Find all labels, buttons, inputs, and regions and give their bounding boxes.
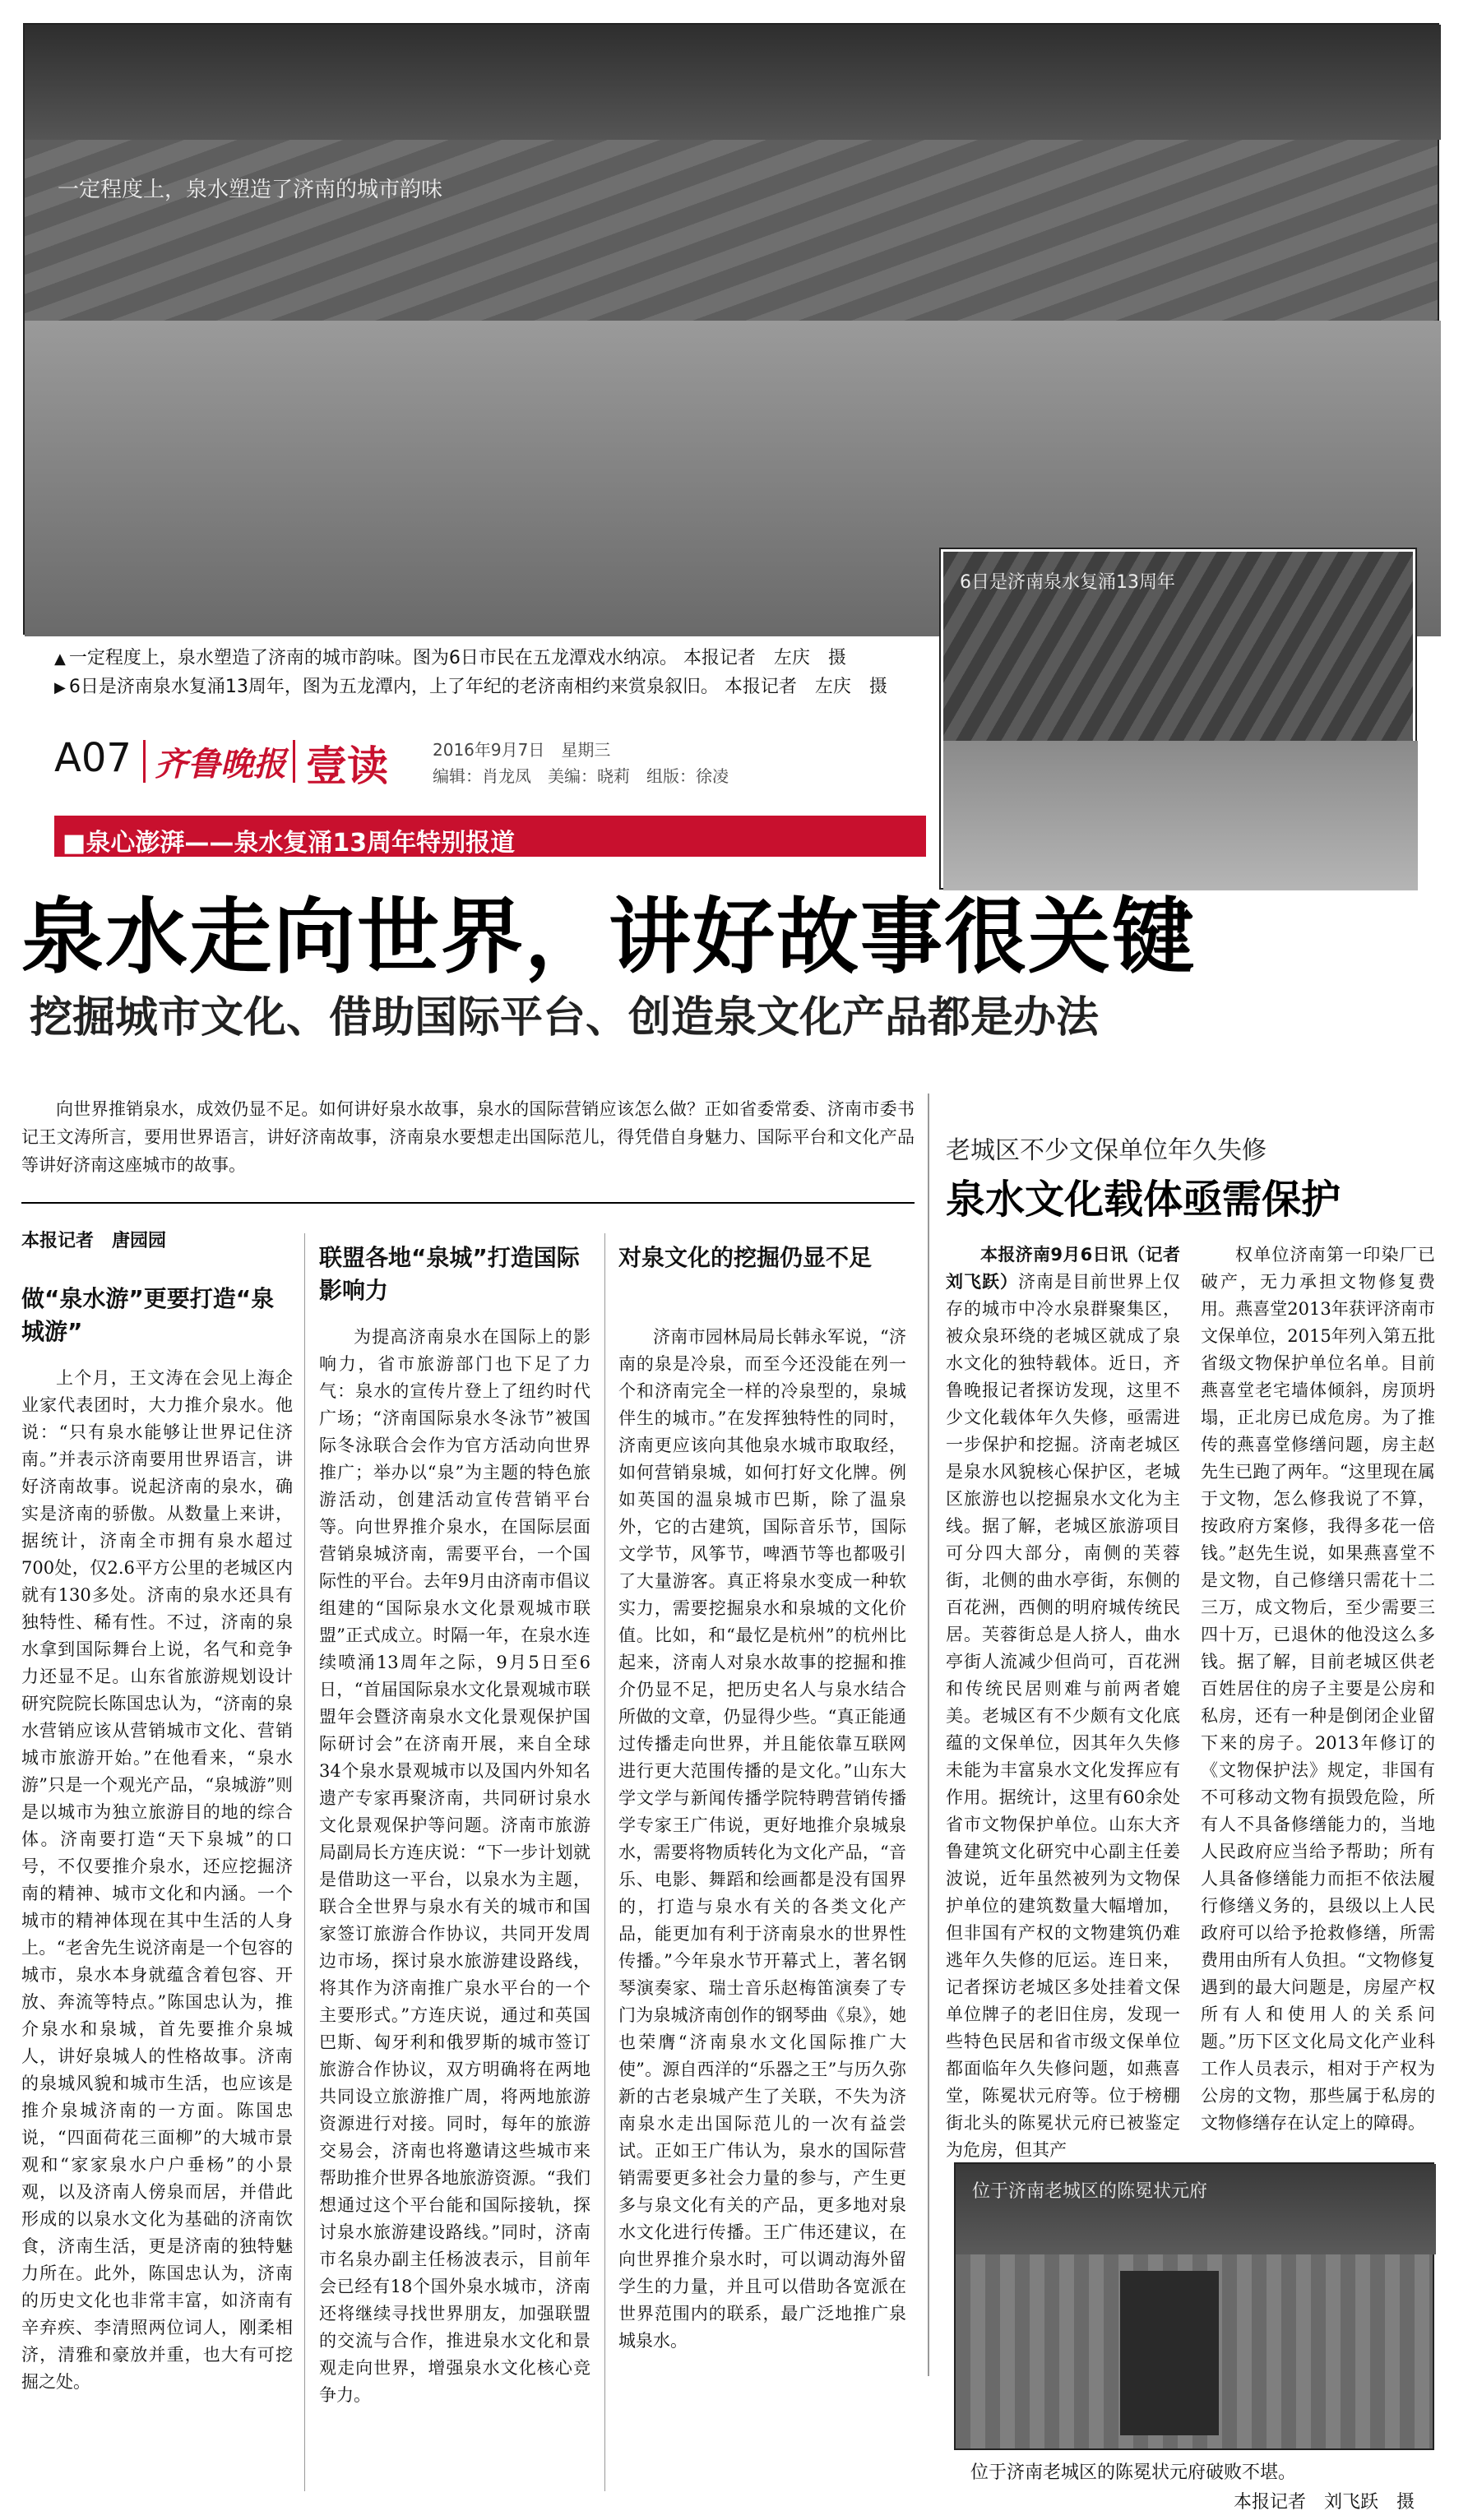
inset-photo bbox=[941, 549, 1415, 888]
side-col-b: 权单位济南第一印染厂已破产，无力承担文物修复费用。燕喜堂2013年获评济南市文保单位，2015年列入第五批省级文物保护单位名单。目前燕喜堂老宅墙体倾斜，房顶坍塌，正北房已成危房。为了推传的燕喜堂修缮问题，房主赵先生已跑了两年。“这里现在属于文物，怎么修我说了不算，按政府方案修，我得多花一倍钱。”赵先生说，如果燕喜堂不是文物，自己修缮只需花十二三万，成文物后，至少需要三四十万，已退休的他没这么多钱。据了解，目前老城区供老百姓居住的房子主要是公房和私房，还有一种是倒闭企业留下来的房子。2013年修订的《文物保护法》规定，非国有不可移动文物有损毁危险，所有人不具备修缮能力的，当地人民政府应当给予帮助；所有人具备修缮能力而拒不依法履行修缮义务的，县级以上人民政府可以给予抢救修缮，所需费用由所有人负担。“文物修复遇到的最大问题是，房屋产权所有人和使用人的关系问题。”历下区文化局文化产业科工作人员表示，相对于产权为公房的文物，那些属于私房的文物修缮存在认定上的障碍。 bbox=[1201, 1245, 1435, 2133]
kicker-bar bbox=[54, 816, 926, 857]
bottom-photo-doorway bbox=[1120, 2271, 1219, 2435]
photo-captions bbox=[54, 645, 926, 702]
col1-body: 上个月，王文涛在会见上海企业家代表团时，大力推介泉水。他说：“只有泉水能够让世界记住济南。”并表示济南要用世界语言，讲好济南故事。说起济南的泉水，确实是济南的骄傲。从数量上来讲，据统计，济南全市拥有泉水超过700处，仅2.6平方公里的老城区内就有130多处。济南的泉水还具有独特性、稀有性。不过，济南的泉水拿到国际舞台上说，名气和竞争力还显不足。山东省旅游规划设计研究院院长陈国忠认为，“济南的泉水营销应该从营销城市文化、营销城市旅游开始。”在他看来，“泉水游”只是一个观光产品，“泉城游”则是以城市为独立旅游目的地的综合体。济南要打造“天下泉城”的口号，不仅要推介泉水，还应挖掘济南的精神、城市文化和内涵。一个城市的精神体现在其中生活的人身上。“老舍先生说济南是一个包容的城市，泉水本身就蕴含着包容、开放、奔流等特点。”陈国忠认为，推介泉水和泉城，首先要推介泉城人，讲好泉城人的性格故事。济南的泉城风貌和城市生活，也应该是推介泉城济南的一方面。陈国忠说，“四面荷花三面柳”的大城市景观和“家家泉水户户垂杨”的小景观，以及济南人傍泉而居，并借此形成的以泉水文化为基础的济南饮食，济南生活，更是济南的独特魅力所在。此外，陈国忠认为，济南的历史文化也非常丰富，如济南有辛弃疾、李清照两位词人，刚柔相济，清雅和豪放并重，也大有可挖掘之处。 bbox=[21, 1368, 293, 2392]
side-column-divider bbox=[928, 1094, 929, 2376]
subheadline: 挖掘城市文化、借助国际平台、创造泉文化产品都是办法 bbox=[30, 993, 1100, 1043]
paper-name: 齐鲁晚报 bbox=[155, 745, 286, 784]
byline: 本报记者 唐园园 bbox=[21, 1231, 167, 1251]
bottom-photo-label: 位于济南老城区的陈冕状元府 bbox=[972, 2181, 1208, 2202]
section-name: 壹读 bbox=[306, 742, 388, 790]
col2-subheading: 联盟各地“泉城”打造国际影响力 bbox=[319, 1244, 580, 1304]
lead-paragraph: 向世界推销泉水，成效仍显不足。如何讲好泉水故事，泉水的国际营销应该怎么做？正如省委常委、济南市委书记王文涛所言，要用世界语言，讲好济南故事，济南泉水要想走出国际范儿，得凭借自身魅力、国际平台和文化产品等讲好济南这座城市的故事。 bbox=[21, 1099, 915, 1175]
bottom-photo bbox=[954, 2162, 1434, 2450]
col1-subheading: 做“泉水游”更要打造“泉城游” bbox=[21, 1285, 275, 1345]
column-divider-2 bbox=[604, 1233, 605, 2491]
page-number: A07 bbox=[54, 735, 132, 781]
inset-photo-label: 6日是济南泉水复涌13周年 bbox=[960, 572, 1175, 593]
bottom-photo-credit: 本报记者 刘飞跃 摄 bbox=[1234, 2492, 1415, 2513]
header-divider-2 bbox=[293, 740, 295, 783]
side-dateline: 本报济南9月6日讯（记者 刘飞跃） bbox=[946, 1245, 1197, 1292]
column-divider-1 bbox=[304, 1233, 305, 2491]
issue-date: 2016年9月7日 星期三 bbox=[433, 740, 611, 760]
col3-subheading: 对泉文化的挖掘仍显不足 bbox=[618, 1244, 873, 1271]
side-headline: 泉水文化载体亟需保护 bbox=[946, 1177, 1341, 1223]
side-col-a: 本报济南9月6日讯（记者 刘飞跃）济南是目前世界上仅存的城市中冷水泉群聚集区，被众泉环绕的老城区就成了泉水文化的独特载体。近日，齐鲁晚报记者探访发现，这里不少文化载体年久失修，亟需进一步保护和挖掘。济南老城区是泉水风貌核心保护区，老城区旅游也以挖掘泉水文化为主线。据了解，老城区旅游项目可分四大部分，南侧的芙蓉街，北侧的曲水亭街，东侧的百花洲，西侧的明府城传统民居。芙蓉街总是人挤人，曲水亭街人流减少但尚可，百花洲和传统民居则难与前两者媲美。老城区有不少颇有文化底蕴的文保单位，因其年久失修未能为丰富泉水文化发挥应有作用。据统计，这里有60余处省市文物保护单位。山东大齐鲁建筑文化研究中心副主任姜波说，近年虽然被列为文物保护单位的建筑数量大幅增加，但非国有产权的文物建筑仍难逃年久失修的厄运。连日来，记者探访老城区多处挂着文保单位牌子的老旧住房，发现一些特色民居和省市级文保单位都面临年久失修问题，如燕喜堂，陈冕状元府等。位于榜棚街北头的陈冕状元府已被鉴定为危房，但其产 bbox=[946, 1245, 1197, 2160]
page-header bbox=[54, 730, 926, 796]
bottom-photo-caption: 位于济南老城区的陈冕状元府破败不堪。 bbox=[970, 2462, 1297, 2483]
triangle-right-icon: ▶ bbox=[54, 679, 66, 696]
triangle-up-icon: ▲ bbox=[54, 650, 66, 668]
caption-line-2: ▶ 6日是济南泉水复涌13周年，图为五龙潭内，上了年纪的老济南相约来赏泉叙旧。 本报记者 左庆 摄 bbox=[54, 677, 887, 697]
col2-body: 为提高济南泉水在国际上的影响力，省市旅游部门也下足了力气：泉水的宣传片登上了纽约时代广场；“济南国际泉水冬泳节”被国际冬泳联合会作为官方活动向世界推广；举办以“泉”为主题的特色旅游活动，创建活动宣传营销平台等。向世界推介泉水，在国际层面营销泉城济南，需要平台，一个国际性的平台。去年9月由济南市倡议组建的“国际泉水文化景观城市联盟”正式成立。时隔一年，在泉水连续喷涌13周年之际，9月5日至6日，“首届国际泉水文化景观城市联盟年会暨济南泉水文化景观保护国际研讨会”在济南开展，来自全球34个泉水景观城市以及国内外知名遗产专家再聚济南，共同研讨泉水文化景观保护等问题。济南市旅游局副局长方连庆说：“下一步计划就是借助这一平台，以泉水为主题，联合全世界与泉水有关的城市和国家签订旅游合作协议，共同开发周边市场，探讨泉水旅游建设路线，将其作为济南推广泉水平台的一个主要形式。”方连庆说，通过和英国巴斯、匈牙利和俄罗斯的城市签订旅游合作协议，双方明确将在两地共同设立旅游推广周，将两地旅游资源进行对接。同时，每年的旅游交易会，济南也将邀请这些城市来帮助推介世界各地旅游资源。“我们想通过这个平台能和国际接轨，探讨泉水旅游建设路线。”同时，济南市名泉办副主任杨波表示，目前年会已经有18个国外泉水城市，济南还将继续寻找世界朋友，加强联盟的交流与合作，推进泉水文化和景观走向世界，增强泉水文化核心竞争力。 bbox=[319, 1327, 590, 2405]
main-rule bbox=[21, 1202, 915, 1204]
top-photo bbox=[23, 23, 1439, 635]
top-photo-label: 一定程度上，泉水塑造了济南的城市韵味 bbox=[58, 178, 443, 202]
top-photo-trees bbox=[25, 25, 1441, 140]
header-divider bbox=[143, 740, 146, 783]
headline: 泉水走向世界，讲好故事很关键 bbox=[21, 889, 1196, 985]
col3-body: 济南市园林局局长韩永军说，“济南的泉是冷泉，而至今还没能在列一个和济南完全一样的冷泉型的，泉城伴生的城市。”在发挥独特性的同时，济南更应该向其他泉水城市取取经，如何营销泉城，如何打好文化牌。例如英国的温泉城市巴斯，除了温泉外，它的古建筑，国际音乐节，国际文学节，风筝节，啤酒节等也都吸引了大量游客。真正将泉水变成一种软实力，需要挖掘泉水和泉城的文化价值。比如，和“最忆是杭州”的杭州比起来，济南人对泉水故事的挖掘和推介仍显不足，把历史名人与泉水结合所做的文章，仍显得少些。“真正能通过传播走向世界，并且能依靠互联网进行更大范围传播的是文化。”山东大学文学与新闻传播学院特聘营销传播学专家王广伟说，更好地推介泉城泉水，需要将物质转化为文化产品，“音乐、电影、舞蹈和绘画都是没有国界的，打造与泉水有关的各类文化产品，能更加有利于济南泉水的世界性传播。”今年泉水节开幕式上，著名钢琴演奏家、瑞士音乐赵梅笛演奏了专门为泉城济南创作的钢琴曲《泉》，她也荣膺“济南泉水文化国际推广大使”。源自西洋的“乐器之王”与历久弥新的古老泉城产生了关联，不失为济南泉水走出国际范儿的一次有益尝试。正如王广伟认为，泉水的国际营销需要更多社会力量的参与，产生更多与泉文化有关的产品，更多地对泉水文化进行传播。王广伟还建议，在向世界推介泉水时，可以调动海外留学生的力量，并且可以借助各宽派在世界范围内的联系，最广泛地推广泉城泉水。 bbox=[618, 1327, 906, 2351]
editors-line: 编辑：肖龙凤 美编：晓莉 组版：徐凌 bbox=[433, 766, 729, 786]
caption-line-1: ▲ 一定程度上，泉水塑造了济南的城市韵味。图为6日市民在五龙潭戏水纳凉。 本报记者 左庆 摄 bbox=[54, 648, 846, 668]
kicker-text: ■泉心澎湃——泉水复涌13周年特别报道 bbox=[63, 829, 516, 858]
side-kicker: 老城区不少文保单位年久失修 bbox=[946, 1136, 1267, 1165]
inset-photo-rocks bbox=[943, 741, 1418, 890]
